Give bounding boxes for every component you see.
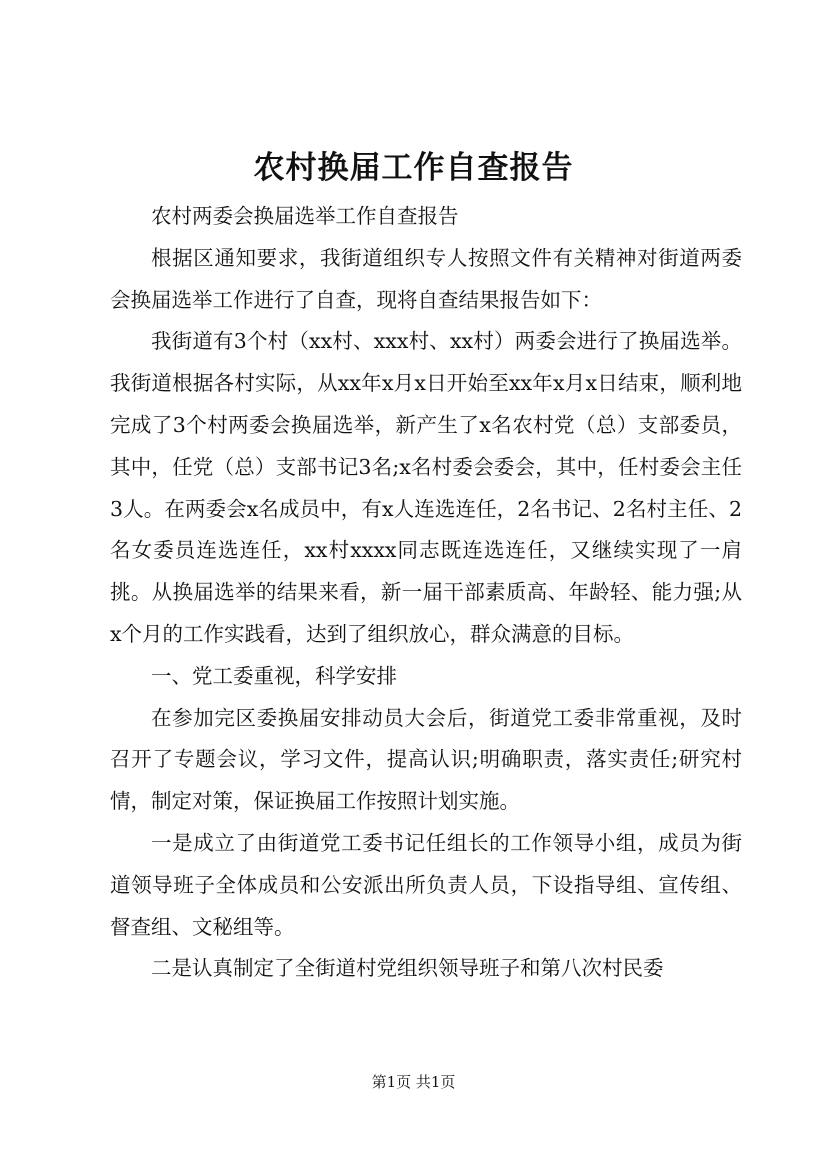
section-heading: 一、党工委重视，科学安排	[151, 663, 397, 688]
paragraph-point-one: 一是成立了由街道党工委书记任组长的工作领导小组，成员为街道领导班子全体成员和公安派出所负责人员，下设指导组、宣传组、督查组、文秘组等。	[110, 830, 742, 939]
paragraph-intro: 根据区通知要求，我街道组织专人按照文件有关精神对街道两委会换届选举工作进行了自查，现将自查结果报告如下：	[110, 245, 742, 312]
document-body	[110, 196, 742, 990]
paragraph-subtitle: 农村两委会换届选举工作自查报告	[151, 204, 459, 228]
page-footer: 第1页 共1页	[371, 1073, 456, 1091]
page-title: 农村换届工作自查报告	[253, 150, 574, 186]
paragraph-section-one: 在参加完区委换届安排动员大会后，街道党工委非常重视，及时召开了专题会议，学习文件，提高认识;明确职责，落实责任;研究村情，制定对策，保证换届工作按照计划实施。	[110, 705, 742, 814]
paragraph-point-two: 二是认真制定了全街道村党组织领导班子和第八次村民委	[151, 956, 664, 981]
paragraph-summary: 我街道有3个村（xx村、xxx村、xx村）两委会进行了换届选举。我街道根据各村实际，从xx年x月x日开始至xx年x月x日结束，顺利地完成了3个村两委会换届选举，新产生了x名农村党（总）支部委员，其中，任党（总）支部书记3名;x名村委会委会，其中，任村委会主任3人。在两委会x名成员中，有x人连选连任，2名书记、2名村主任、2名女委员连选连任，xx村xxxx同志既连选连任，又继续实现了一肩挑。从换届选举的结果来看，新一届干部素质高、年龄轻、能力强;从x个月的工作实践看，达到了组织放心，群众满意的目标。	[110, 329, 742, 646]
